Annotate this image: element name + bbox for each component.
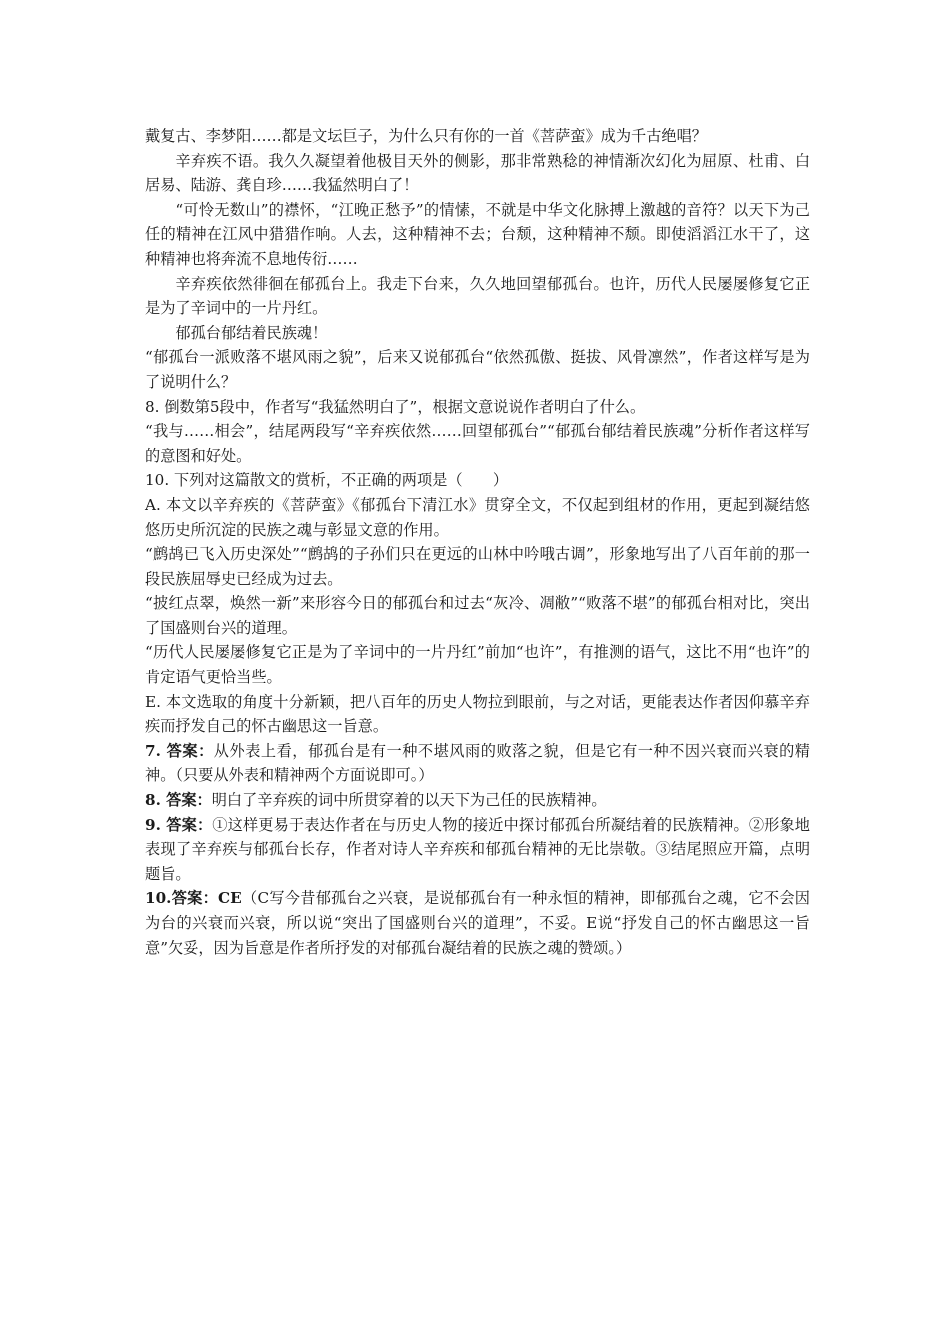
question-8: 8. 倒数第5段中，作者写“我猛然明白了”，根据文意说说作者明白了什么。 [145, 397, 646, 416]
answer-10 [145, 886, 810, 960]
answer-text: 明白了辛弃疾的词中所贯穿着的以天下为己任的民族精神。 [211, 791, 607, 810]
question-9: “我与……相会”，结尾两段写“辛弃疾依然……回望郁孤台”“郁孤台郁结着民族魂”分析作者这样写的意图和好处。 [145, 422, 810, 465]
answer-text: 从外表上看，郁孤台是有一种不堪风雨的败落之貌，但是它有一种不因兴衰而兴衰的精神。（只要从外表和精神两个方面说即可。） [145, 741, 810, 785]
answer-8 [145, 788, 810, 813]
document-page [145, 124, 810, 960]
passage-paragraph: 辛弃疾依然徘徊在郁孤台上。我走下台来，久久地回望郁孤台。也许，历代人民屡屡修复它正是为了辛词中的一片丹红。 [145, 274, 810, 318]
option-a: A. 本文以辛弃疾的《菩萨蛮》《郁孤台下清江水》贯穿全文，不仅起到组材的作用，更起到凝结悠悠历史所沉淀的民族之魂与彰显文意的作用。 [145, 495, 810, 539]
answer-text: ①这样更易于表达作者在与历史人物的接近中探讨郁孤台所凝结着的民族精神。②形象地表现了辛弃疾与郁孤台长存，作者对诗人辛弃疾和郁孤台精神的无比崇敬。③结尾照应开篇，点明题旨。 [145, 815, 810, 883]
answer-text: （C写今昔郁孤台之兴衰，是说郁孤台有一种永恒的精神，即郁孤台之魂，它不会因为台的兴衰而兴衰，所以说“突出了国盛则台兴的道理”，不妥。E说“抒发自己的怀古幽思这一旨意”欠妥，因为旨意是作者所抒发的对郁孤台凝结着的民族之魂的赞颂。） [145, 889, 810, 957]
passage-paragraph: 戴复古、李梦阳……都是文坛巨子，为什么只有你的一首《菩萨蛮》成为千古绝唱？ [145, 127, 707, 145]
question-10: 10. 下列对这篇散文的赏析，不正确的两项是（ ） [145, 471, 509, 490]
answer-9 [145, 813, 810, 887]
passage-paragraph: 郁孤台郁结着民族魂！ [175, 323, 328, 342]
option-c: “披红点翠，焕然一新”来形容今日的郁孤台和过去“灰冷、凋敝”“败落不堪”的郁孤台相对比，突出了国盛则台兴的道理。 [145, 594, 810, 637]
answer-label: 9. 答案： [145, 815, 213, 834]
answer-label: 10.答案：CE [145, 889, 242, 908]
answer-label: 7. 答案： [145, 741, 214, 760]
option-b: “鹧鸪已飞入历史深处”“鹧鸪的子孙们只在更远的山林中吟哦古调”，形象地写出了八百年前的那一段民族屈辱史已经成为过去。 [145, 545, 810, 588]
question-7: “郁孤台一派败落不堪风雨之貌”，后来又说郁孤台“依然孤傲、挺拔、风骨凛然”，作者这样写是为了说明什么？ [145, 348, 810, 391]
option-e: E. 本文选取的角度十分新颖，把八百年的历史人物拉到眼前，与之对话，更能表达作者因仰慕辛弃疾而抒发自己的怀古幽思这一旨意。 [145, 692, 810, 736]
answer-label: 8. 答案： [145, 791, 212, 810]
option-d: “历代人民屡屡修复它正是为了辛词中的一片丹红”前加“也许”，有推测的语气，这比不用“也许”的肯定语气更恰当些。 [145, 643, 810, 687]
answer-7 [145, 739, 810, 788]
passage-paragraph: 辛弃疾不语。我久久凝望着他极目天外的侧影，那非常熟稔的神情渐次幻化为屈原、杜甫、白居易、陆游、龚自珍……我猛然明白了！ [145, 151, 810, 195]
passage-paragraph: “可怜无数山”的襟怀，“江晚正愁予”的情愫，不就是中华文化脉搏上激越的音符？以天下为己任的精神在江风中猎猎作响。人去，这种精神不去；台颓，这种精神不颓。即使滔滔江水干了，这种精神也将奔流不息地传衍…… [145, 200, 810, 268]
